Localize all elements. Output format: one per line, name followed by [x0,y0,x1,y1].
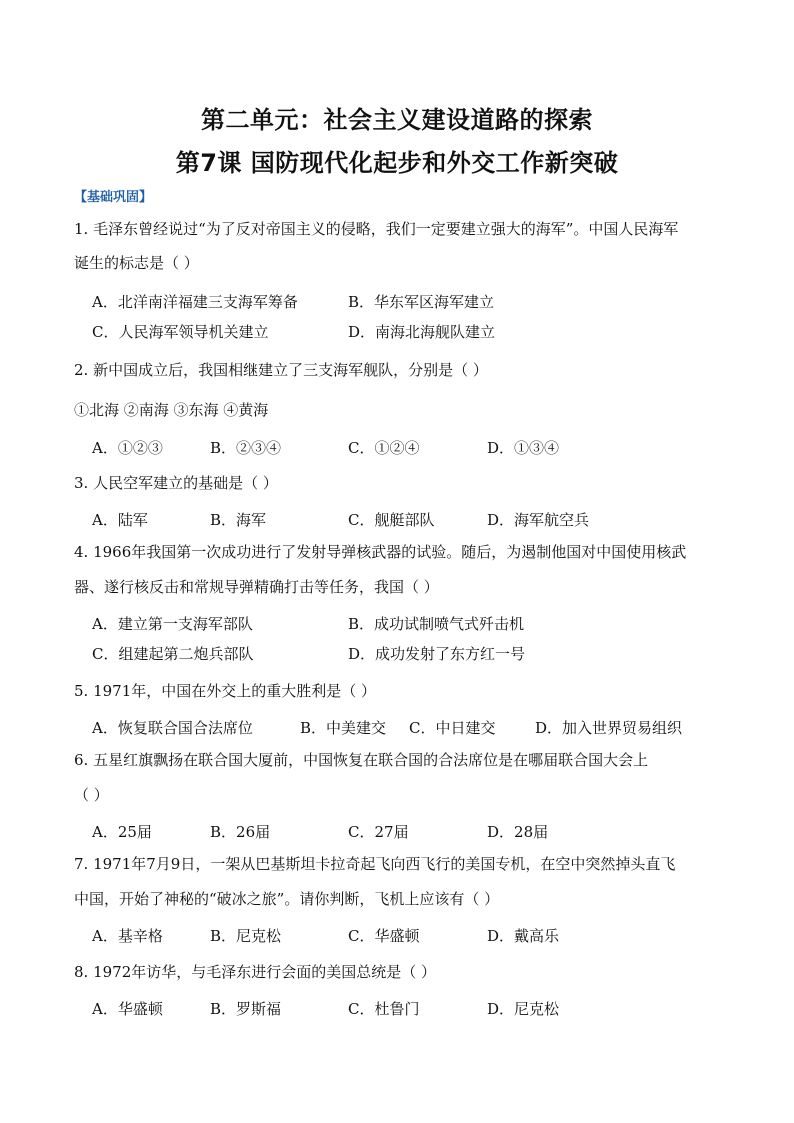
question-8-option-c: C．杜鲁门 [348,1000,420,1018]
question-2-option-d: D．①③④ [487,439,560,457]
question-3-option-d: D．海军航空兵 [487,511,590,529]
question-7-option-a: A．基辛格 [92,927,163,945]
question-1-option-a: A．北洋南洋福建三支海军筹备 [92,293,298,311]
question-5-stem: 5. 1971年，中国在外交上的重大胜利是（ ） [74,682,377,700]
question-2-option-a: A．①②③ [92,439,163,457]
question-4-stem: 4. 1966年我国第一次成功进行了发射导弹核武器的试验。随后，为遏制他国对中国使用核武 [74,543,687,561]
question-7-option-b: B．尼克松 [210,927,282,945]
question-3-option-c: C．舰艇部队 [348,511,435,529]
question-1-option-d: D．南海北海舰队建立 [348,323,496,341]
question-1-stem: 1. 毛泽东曾经说过“为了反对帝国主义的侵略，我们一定要建立强大的海军”。中国人民海军 [74,220,679,238]
question-6-stem-cont: （ ） [74,786,109,804]
question-1-stem-cont: 诞生的标志是（ ） [74,254,199,272]
question-4-option-b: B．成功试制喷气式歼击机 [348,615,525,633]
question-8-option-a: A．华盛顿 [92,1000,163,1018]
question-6-option-c: C．27届 [348,823,409,841]
question-5-option-b: B．中美建交 [300,719,387,737]
question-5-option-c: C．中日建交 [409,719,496,737]
question-1-option-c: C．人民海军领导机关建立 [92,323,269,341]
question-8-option-b: B．罗斯福 [210,1000,282,1018]
section-label: 【基础巩固】 [74,190,153,205]
question-2-choices: ①北海 ②南海 ③东海 ④黄海 [74,401,269,419]
question-4-stem-cont: 器、遂行核反击和常规导弹精确打击等任务，我国（ ） [74,578,439,596]
question-2-option-b: B．②③④ [210,439,282,457]
question-8-stem: 8. 1972年访华，与毛泽东进行会面的美国总统是（ ） [74,963,437,981]
question-4-option-a: A．建立第一支海军部队 [92,615,253,633]
question-3-stem: 3. 人民空军建立的基础是（ ） [74,474,278,492]
question-1-option-b: B．华东军区海军建立 [348,293,495,311]
question-7-option-c: C．华盛顿 [348,927,420,945]
question-4-option-c: C．组建起第二炮兵部队 [92,645,254,663]
question-6-stem: 6. 五星红旗飘扬在联合国大厦前，中国恢复在联合国的合法席位是在哪届联合国大会上 [74,751,649,769]
question-5-option-d: D．加入世界贸易组织 [535,719,683,737]
question-6-option-d: D．28届 [487,823,549,841]
question-3-option-a: A．陆军 [92,511,148,529]
question-4-option-d: D．成功发射了东方红一号 [348,645,526,663]
question-7-stem-cont: 中国，开始了神秘的“破冰之旅”。请你判断，飞机上应该有（ ） [74,890,500,908]
question-7-option-d: D．戴高乐 [487,927,560,945]
question-5-option-a: A．恢复联合国合法席位 [92,719,253,737]
question-8-option-d: D．尼克松 [487,1000,560,1018]
question-6-option-a: A．25届 [92,823,152,841]
question-7-stem: 7. 1971年7月9日，一架从巴基斯坦卡拉奇起飞向西飞行的美国专机，在空中突然掉头直飞 [74,855,676,873]
page-title: 第二单元：社会主义建设道路的探索 [201,106,593,134]
question-2-stem: 2. 新中国成立后，我国相继建立了三支海军舰队，分别是（ ） [74,361,488,379]
lesson-title: 第7课 国防现代化起步和外交工作新突破 [175,149,619,177]
question-6-option-b: B．26届 [210,823,271,841]
question-2-option-c: C．①②④ [348,439,420,457]
question-3-option-b: B．海军 [210,511,267,529]
